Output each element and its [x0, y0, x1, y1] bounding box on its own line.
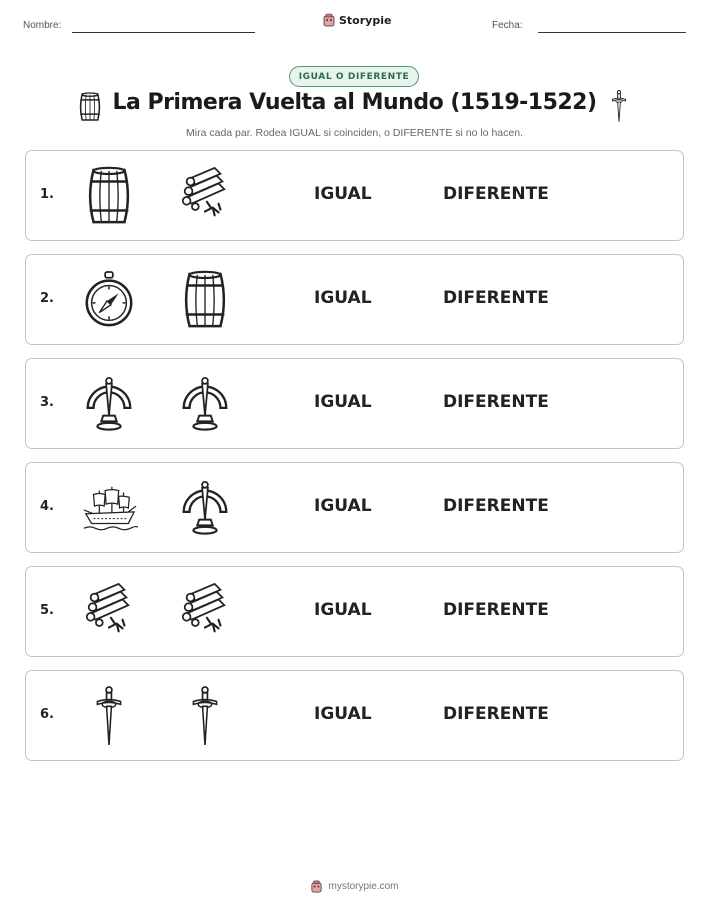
- different-option[interactable]: DIFERENTE: [443, 600, 549, 620]
- logs-icon: [176, 581, 234, 643]
- compass-icon: [80, 269, 138, 331]
- date-field[interactable]: [538, 32, 686, 33]
- same-option[interactable]: IGUAL: [314, 184, 372, 204]
- same-option[interactable]: IGUAL: [314, 392, 372, 412]
- different-option[interactable]: DIFERENTE: [443, 184, 549, 204]
- brand-logo: [322, 13, 391, 27]
- question-row: [25, 358, 684, 449]
- same-option[interactable]: IGUAL: [314, 704, 372, 724]
- different-option[interactable]: DIFERENTE: [443, 392, 549, 412]
- ship-icon: [80, 477, 138, 539]
- question-number: 5.: [40, 603, 54, 618]
- worksheet-type-badge: IGUAL O DIFERENTE: [289, 66, 419, 87]
- different-option[interactable]: DIFERENTE: [443, 288, 549, 308]
- barrel-icon: [80, 165, 138, 227]
- footer-site-link[interactable]: mystorypie.com: [328, 881, 399, 892]
- name-field[interactable]: [72, 32, 255, 33]
- same-option[interactable]: IGUAL: [314, 496, 372, 516]
- barrel-icon: [176, 269, 234, 331]
- name-label: Nombre:: [23, 20, 62, 31]
- question-row: [25, 254, 684, 345]
- sword-icon: [176, 685, 234, 747]
- question-number: 1.: [40, 187, 54, 202]
- sword-icon: [610, 90, 628, 124]
- instructions-text: Mira cada par. Rodea IGUAL si coinciden, o DIFERENTE si no lo hacen.: [186, 127, 523, 139]
- question-number: 4.: [40, 499, 54, 514]
- question-row: [25, 150, 684, 241]
- same-option[interactable]: IGUAL: [314, 288, 372, 308]
- question-row: [25, 462, 684, 553]
- question-number: 3.: [40, 395, 54, 410]
- astrolabe-icon: [176, 477, 234, 539]
- question-row: [25, 670, 684, 761]
- different-option[interactable]: DIFERENTE: [443, 496, 549, 516]
- question-row: [25, 566, 684, 657]
- logs-icon: [176, 165, 234, 227]
- storypie-mascot-icon: [310, 880, 323, 893]
- date-label: Fecha:: [492, 20, 523, 31]
- question-number: 2.: [40, 291, 54, 306]
- page-title: La Primera Vuelta al Mundo (1519-1522): [112, 90, 597, 115]
- different-option[interactable]: DIFERENTE: [443, 704, 549, 724]
- brand-name: Storypie: [339, 13, 392, 27]
- question-number: 6.: [40, 707, 54, 722]
- astrolabe-icon: [176, 373, 234, 435]
- astrolabe-icon: [80, 373, 138, 435]
- logs-icon: [80, 581, 138, 643]
- footer: [0, 880, 709, 893]
- storypie-mascot-icon: [322, 13, 336, 27]
- sword-icon: [80, 685, 138, 747]
- same-option[interactable]: IGUAL: [314, 600, 372, 620]
